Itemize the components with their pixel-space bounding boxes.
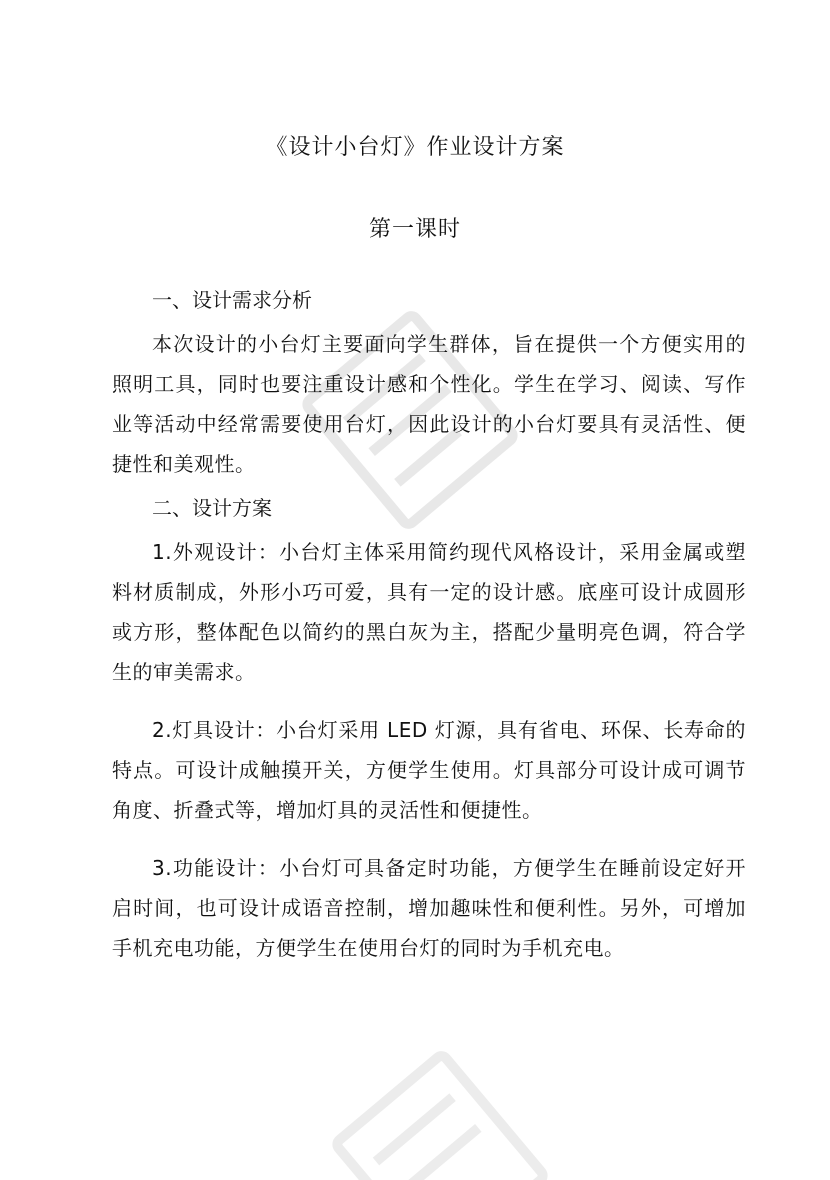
paragraph: 2.灯具设计：小台灯采用 LED 灯源，具有省电、环保、长寿命的特点。可设计成触摸开关，方便学生使用。灯具部分可设计成可调节角度、折叠式等，增加灯具的灵活性和便捷性。 (112, 718, 746, 822)
document-title: 《设计小台灯》作业设计方案 (265, 135, 565, 160)
paragraph: 3.功能设计：小台灯可具备定时功能，方便学生在睡前设定好开启时间，也可设计成语音控制，增加趣味性和便利性。另外，可增加手机充电功能，方便学生在使用台灯的同时为手机充电。 (112, 856, 746, 960)
paragraph: 本次设计的小台灯主要面向学生群体，旨在提供一个方便实用的照明工具，同时也要注重设计感和个性化。学生在学习、阅读、写作业等活动中经常需要使用台灯，因此设计的小台灯要具有灵活性、便捷性和美观性。 (112, 332, 746, 476)
paragraph: 1.外观设计：小台灯主体采用简约现代风格设计，采用金属或塑料材质制成，外形小巧可爱，具有一定的设计感。底座可设计成圆形或方形，整体配色以简约的黑白灰为主，搭配少量明亮色调，符合学生的审美需求。 (112, 540, 746, 684)
section-heading: 一、设计需求分析 (152, 288, 312, 312)
section-heading: 二、设计方案 (152, 496, 272, 520)
document-body (112, 286, 746, 968)
lesson-subtitle: 第一课时 (368, 217, 461, 242)
watermark-stamp-icon (330, 1040, 550, 1180)
